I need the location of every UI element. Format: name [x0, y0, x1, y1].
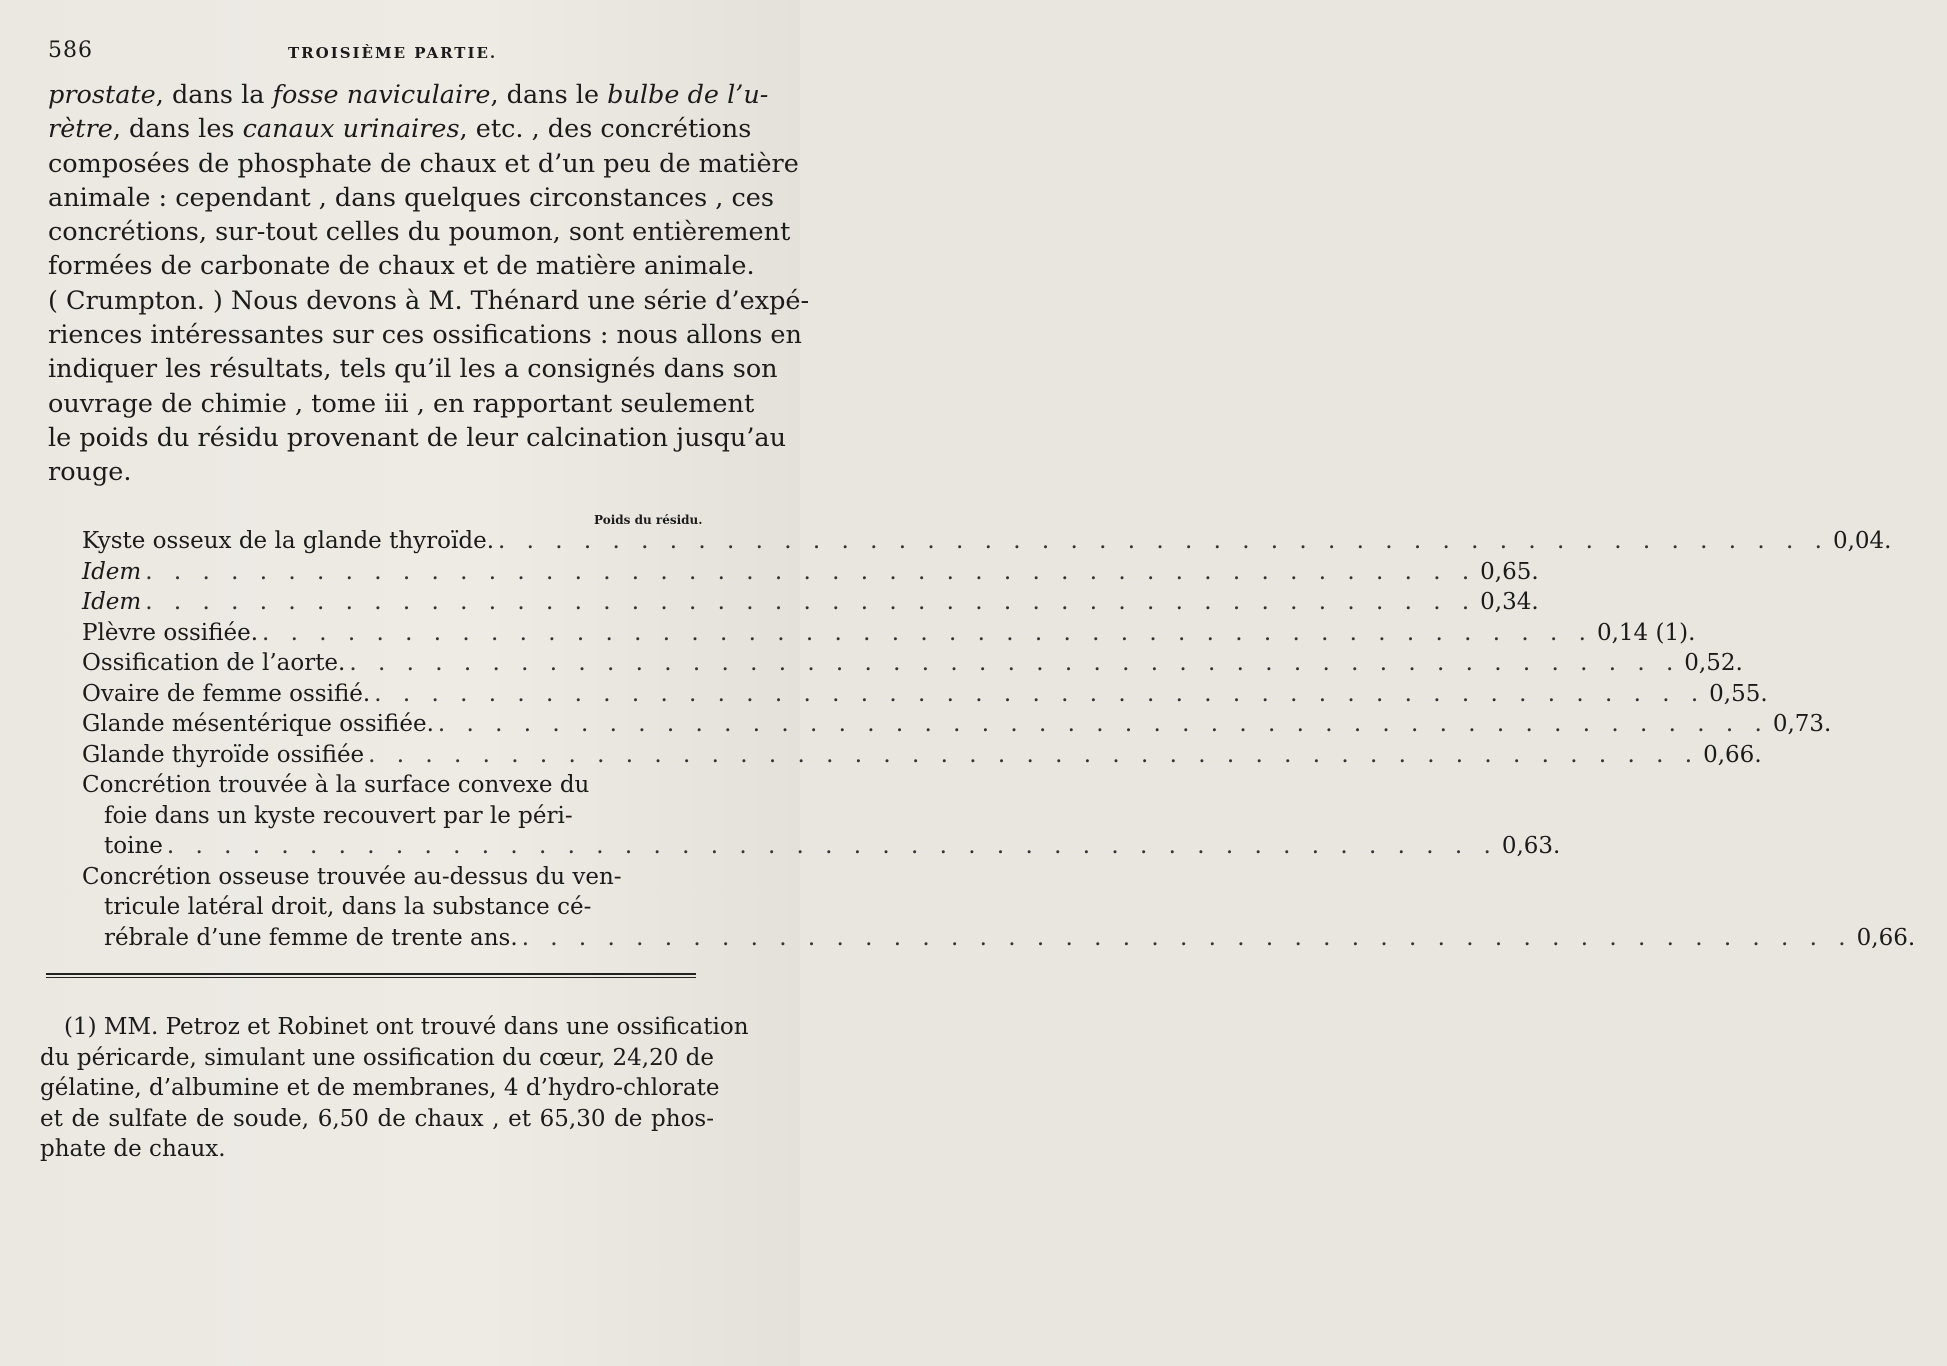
- body-paragraph: [48, 78, 810, 490]
- footnote-line: gélatine, d’albumine et de membranes, 4 d’hydro-chlorate: [40, 1075, 720, 1101]
- dot-leader: [370, 679, 1709, 710]
- row-value: 0,65.: [1480, 558, 1539, 585]
- footnote-line: du péricarde, simulant une ossification du cœur, 24,20 de: [40, 1044, 715, 1071]
- row-label: toine: [104, 833, 163, 859]
- text-run: , dans le: [490, 80, 608, 110]
- dot-leader: [364, 740, 1703, 771]
- dot-leader: [163, 831, 1502, 862]
- row-value: 0,66.: [1856, 924, 1916, 951]
- table-row: [82, 618, 1696, 649]
- residue-table: [82, 526, 1916, 953]
- text-run: , dans les: [112, 114, 243, 145]
- italic-term: canaux urinaires: [242, 114, 460, 145]
- dot-leader: [141, 587, 1480, 618]
- italic-term: prostate: [48, 80, 156, 110]
- row-value: 0,34.: [1480, 589, 1539, 615]
- row-value: 0,73.: [1772, 711, 1832, 737]
- dot-leader: [434, 709, 1773, 740]
- table-row: [82, 557, 1539, 588]
- row-value: 0,52.: [1684, 650, 1743, 676]
- row-label-final: [82, 831, 1561, 862]
- dot-leader: [518, 923, 1857, 954]
- italic-term: bulbe de l’u-: [607, 80, 769, 110]
- body-line: [48, 112, 752, 146]
- row-label: Glande thyroïde ossifiée: [82, 741, 365, 768]
- body-line: composées de phosphate de chaux et d’un peu de matière: [48, 148, 799, 179]
- row-value: 0,04.: [1832, 528, 1892, 554]
- dot-leader: [141, 557, 1480, 588]
- body-line: indiquer les résultats, tels qu’il les a consignés dans son: [48, 354, 778, 385]
- row-label: Idem: [82, 589, 142, 615]
- body-line: riences intéressantes sur ces ossifications : nous allons en: [48, 320, 802, 351]
- dot-leader: [494, 526, 1833, 557]
- footnote: [40, 1012, 749, 1165]
- row-label: Idem: [82, 558, 142, 585]
- body-line: concrétions, sur-tout celles du poumon, sont entièrement: [48, 217, 791, 248]
- text-run: , dans la: [155, 80, 273, 110]
- table-row: [82, 679, 1768, 710]
- footnote-line: (1) MM. Petroz et Robinet ont trouvé dans une ossification: [64, 1014, 749, 1040]
- body-line: animale : cependant , dans quelques circonstances , ces: [48, 182, 774, 213]
- footnote-line: et de sulfate de soude, 6,50 de chaux , et 65,30 de phos-: [40, 1105, 714, 1132]
- body-line: formées de carbonate de chaux et de matière animale.: [48, 251, 755, 282]
- dot-leader: [258, 618, 1597, 649]
- body-line: [48, 78, 769, 112]
- body-line: rouge.: [48, 457, 132, 488]
- row-value: 0,55.: [1709, 680, 1768, 707]
- row-label: Glande mésentérique ossifiée.: [82, 711, 434, 737]
- table-row: [82, 587, 1539, 618]
- table-row: [82, 740, 1762, 771]
- table-row-brain-concretion: [82, 862, 1916, 954]
- row-label-line: foie dans un kyste recouvert par le péri-: [104, 802, 573, 829]
- row-value: 0,66.: [1703, 741, 1762, 768]
- text-run: , etc. , des concrétions: [459, 114, 752, 145]
- table-row: [82, 709, 1832, 740]
- italic-term: rètre: [48, 114, 113, 145]
- row-label-line: Concrétion osseuse trouvée au-dessus du ven-: [82, 863, 622, 890]
- row-label: Ossification de l’aorte.: [82, 650, 346, 676]
- footnote-line: phate de chaux.: [40, 1136, 226, 1162]
- row-label: rébrale d’une femme de trente ans.: [104, 924, 518, 951]
- row-label: Plèvre ossifiée.: [82, 619, 259, 646]
- page-header: [48, 32, 748, 62]
- row-label: Ovaire de femme ossifié.: [82, 680, 371, 707]
- dot-leader: [345, 648, 1684, 679]
- footnote-separator-rule: [46, 973, 696, 978]
- table-row: [82, 526, 1892, 557]
- body-line: ( Crumpton. ) Nous devons à M. Thénard une série d’expé-: [48, 285, 810, 316]
- table-row: [82, 648, 1743, 679]
- row-label-line: tricule latéral droit, dans la substance cé-: [104, 894, 592, 920]
- table-column-header: Poids du résidu.: [594, 513, 703, 527]
- row-value: 0,63.: [1501, 833, 1561, 859]
- page-number: 586: [48, 38, 93, 63]
- row-label-line: Concrétion trouvée à la surface convexe du: [82, 772, 590, 798]
- running-head: TROISIÈME PARTIE.: [288, 44, 498, 62]
- body-line: le poids du résidu provenant de leur calcination jusqu’au: [48, 422, 787, 453]
- row-value: 0,14 (1).: [1596, 619, 1696, 646]
- body-line: ouvrage de chimie , tome iii , en rapportant seulement: [48, 388, 755, 419]
- row-label-final: [82, 923, 1916, 954]
- italic-term: fosse naviculaire: [272, 80, 491, 110]
- row-label: Kyste osseux de la glande thyroïde.: [82, 528, 495, 554]
- table-row-liver-concretion: [82, 770, 1561, 862]
